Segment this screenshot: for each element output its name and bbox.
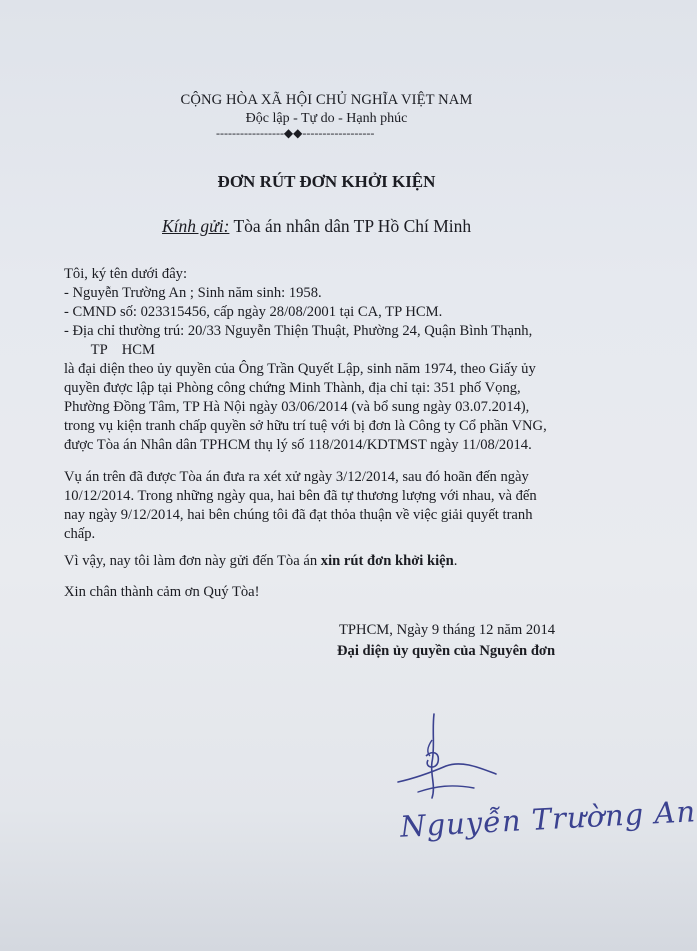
para2-line-4: chấp. (64, 526, 96, 542)
national-title: CỘNG HÒA XÃ HỘI CHỦ NGHĨA VIỆT NAM (180, 92, 473, 108)
signature-scribble (388, 700, 628, 810)
para2-line-3: nay ngày 9/12/2014, hai bên chúng tôi đã đạt thỏa thuận về việc giải quyết tranh (64, 507, 533, 523)
para1-line-5: được Tòa án Nhân dân TPHCM thụ lý số 118/2014/KDTMST ngày 11/08/2014. (64, 437, 532, 453)
para2-line-1: Vụ án trên đã được Tòa án đưa ra xét xử ngày 3/12/2014, sau đó hoãn đến ngày (64, 469, 529, 485)
para2-line-2: 10/12/2014. Trong những ngày qua, hai bên đã tự thương lượng với nhau, và đến (64, 488, 537, 504)
withdrawal-suffix: . (453, 553, 458, 569)
personal-address-city: TP HCM (80, 342, 156, 358)
thanks-line: Xin chân thành cảm ơn Quý Tòa! (64, 584, 260, 600)
para1-line-1: là đại diện theo ủy quyền của Ông Trần Quyết Lập, sinh năm 1974, theo Giấy ủy (64, 361, 536, 377)
national-motto: Độc lập - Tự do - Hạnh phúc (245, 111, 408, 126)
personal-address-line: - Địa chỉ thường trú: 20/33 Nguyễn Thiện Thuật, Phường 24, Quận Bình Thạnh, (64, 323, 533, 339)
personal-name-line: - Nguyễn Trường An ; Sinh năm sinh: 1958. (64, 285, 322, 301)
withdrawal-prefix: Vì vậy, nay tôi làm đơn này gửi đến Tòa án (64, 553, 321, 569)
signer-title: Đại diện ủy quyền của Nguyên đơn (337, 643, 556, 659)
header-divider: -----------------◆◆------------------ (216, 126, 375, 140)
closing-date: TPHCM, Ngày 9 tháng 12 năm 2014 (339, 622, 556, 638)
withdrawal-request (64, 553, 457, 570)
para1-line-2: quyền được lập tại Phòng công chứng Minh Thành, địa chỉ tại: 351 phố Vọng, (64, 380, 521, 396)
document-title: ĐƠN RÚT ĐƠN KHỞI KIỆN (217, 172, 436, 191)
handwritten-signature (388, 700, 697, 870)
withdrawal-emphasis: xin rút đơn khởi kiện (320, 553, 454, 569)
recipient-value: Tòa án nhân dân TP Hồ Chí Minh (233, 216, 472, 236)
signature-name: Nguyễn Trường An (399, 794, 697, 844)
para1-line-3: Phường Đồng Tâm, TP Hà Nội ngày 03/06/2014 (và bổ sung ngày 03.07.2014), (64, 399, 530, 415)
personal-id-line: - CMND số: 023315456, cấp ngày 28/08/2001 tại CA, TP HCM. (64, 304, 443, 320)
intro-text: Tôi, ký tên dưới đây: (64, 266, 188, 282)
para1-line-4: trong vụ kiện tranh chấp quyền sở hữu trí tuệ với bị đơn là Công ty Cổ phần VNG, (64, 418, 547, 434)
recipient-label: Kính gửi: (162, 216, 230, 236)
recipient-line (162, 216, 471, 237)
